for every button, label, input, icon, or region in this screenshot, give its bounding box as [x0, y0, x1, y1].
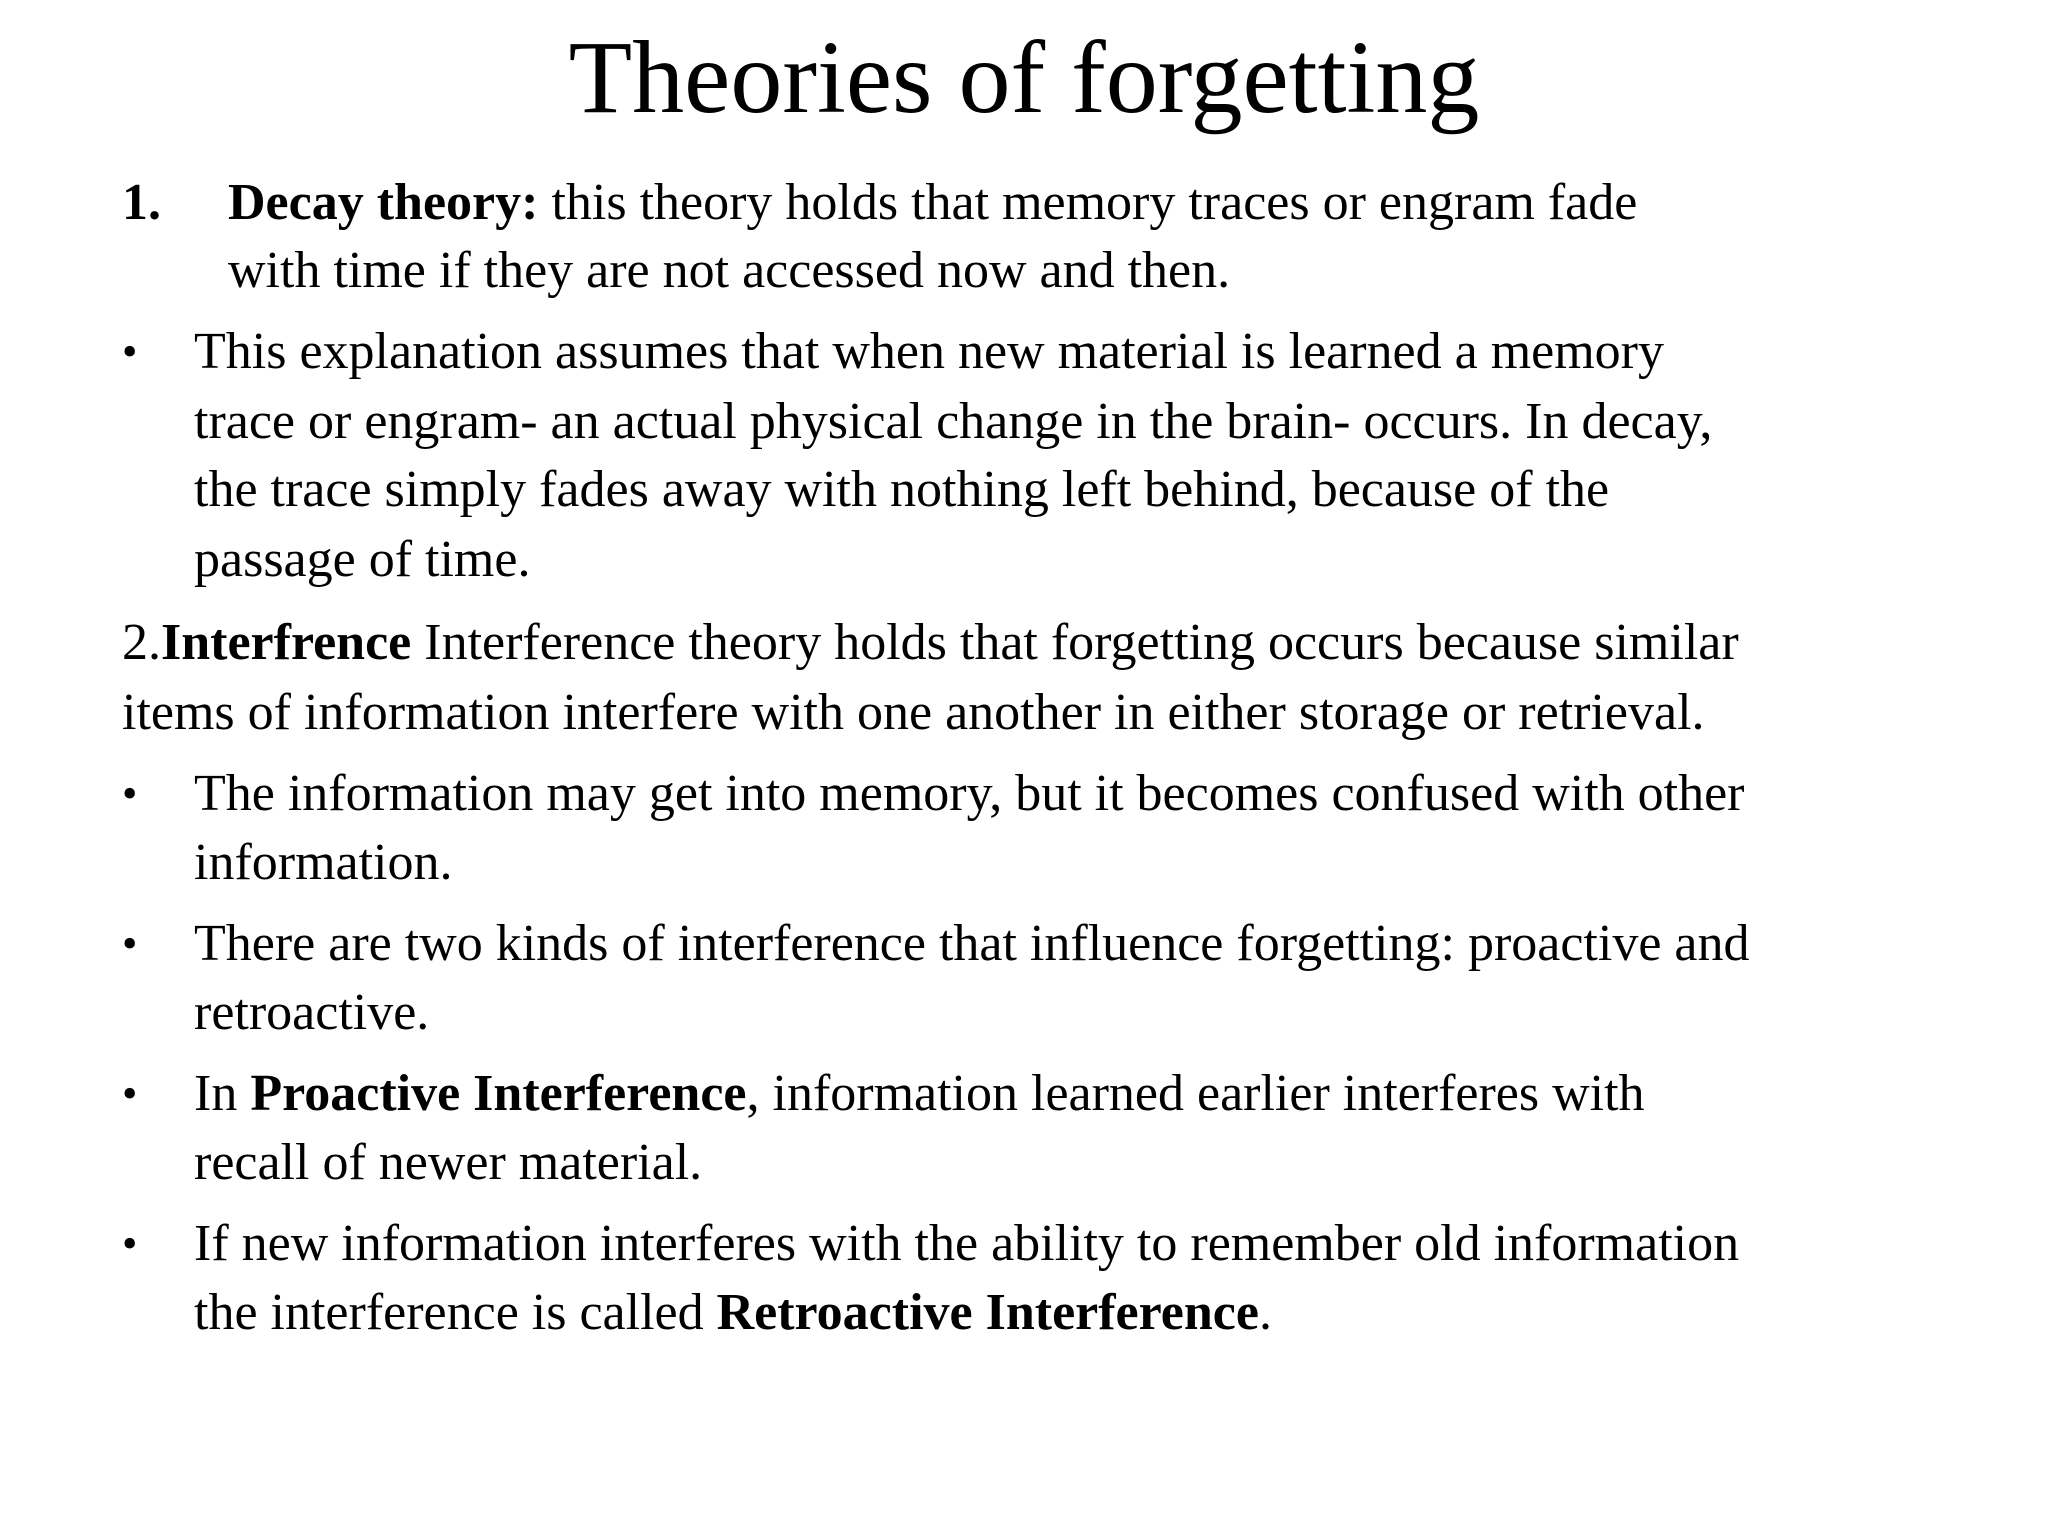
bullet3-line-1: There are two kinds of interference that influence forgetting: proactive and [194, 915, 1750, 972]
bullet1-line-4: passage of time. [194, 531, 531, 588]
decay-theory-heading: Decay theory: [228, 174, 539, 231]
bullet1-line-1: This explanation assumes that when new material is learned a memory [194, 323, 1664, 380]
item-number-1: 1. [122, 174, 161, 231]
bullet2-line-1: The information may get into memory, but it becomes confused with other [194, 765, 1745, 822]
bullet5-prefix: the interference is called [194, 1284, 717, 1341]
decay-theory-text-1: this theory holds that memory traces or engram fade [538, 174, 1638, 231]
bullet4-line-2: recall of newer material. [194, 1134, 703, 1191]
bullet3-line-2: retroactive. [194, 984, 430, 1041]
interference-line-2: items of information interfere with one another in either storage or retrieval. [122, 684, 1705, 741]
bullet1-line-2: trace or engram- an actual physical change in the brain- occurs. In decay, [194, 393, 1713, 450]
bullet-marker: • [122, 919, 138, 968]
bullet-marker: • [122, 327, 138, 376]
bullet4-prefix: In [194, 1065, 251, 1122]
retroactive-interference-term: Retroactive Interference [716, 1284, 1259, 1341]
item-number-2: 2. [122, 614, 161, 671]
decay-theory-line-1 [228, 173, 1637, 233]
slide-title: Theories of forgetting [568, 20, 1480, 135]
interference-heading: Interfrence [161, 614, 412, 671]
bullet5-suffix: . [1258, 1284, 1272, 1341]
bullet4-line-1 [194, 1064, 1645, 1124]
bullet5-line-2 [194, 1283, 1272, 1343]
decay-theory-line-2: with time if they are not accessed now and then. [228, 242, 1231, 299]
interference-text-1: Interference theory holds that forgetting occurs because similar [411, 614, 1739, 671]
bullet1-line-3: the trace simply fades away with nothing left behind, because of the [194, 461, 1610, 518]
bullet-marker: • [122, 1219, 138, 1268]
bullet4-suffix: , information learned earlier interferes with [746, 1065, 1645, 1122]
interference-line-1 [122, 613, 1739, 673]
bullet2-line-2: information. [194, 834, 453, 891]
bullet-marker: • [122, 769, 138, 818]
bullet-marker: • [122, 1069, 138, 1118]
proactive-interference-term: Proactive Interference [250, 1065, 747, 1122]
bullet5-line-1: If new information interferes with the ability to remember old information [194, 1215, 1740, 1272]
